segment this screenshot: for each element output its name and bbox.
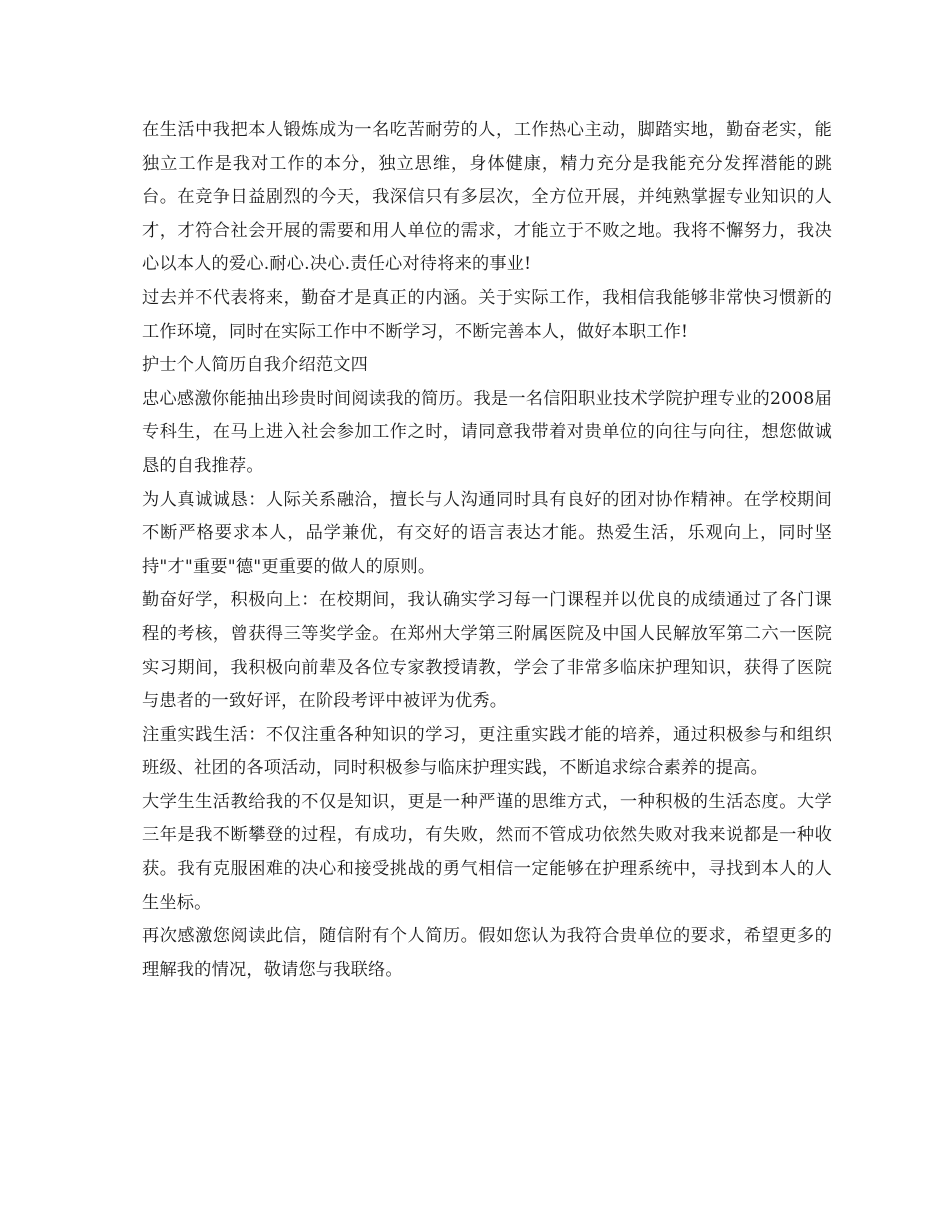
paragraph-thanks-intro: 忠心感激你能抽出珍贵时间阅读我的简历。我是一名信阳职业技术学院护理专业的2008届专科生，在马上进入社会参加工作之时，请同意我带着对贵单位的向往与向往，想您做诚恳的自我推荐。 [142,388,832,476]
paragraph-past-future: 过去并不代表将来，勤奋才是真正的内涵。关于实际工作，我相信我能够非常快习惯新的工作环境，同时在实际工作中不断学习，不断完善本人，做好本职工作! [142,287,832,342]
paragraph-sincerity: 为人真诚诚恳：人际关系融洽，擅长与人沟通同时具有良好的团对协作精神。在学校期间不断严格要求本人，品学兼优，有交好的语言表达才能。热爱生活，乐观向上，同时坚持"才"重要"德"更重要的做人的原则。 [142,489,832,577]
document-body [142,114,832,987]
paragraph-life-qualities: 在生活中我把本人锻炼成为一名吃苦耐劳的人，工作热心主动，脚踏实地，勤奋老实，能独立工作是我对工作的本分，独立思维，身体健康，精力充分是我能充分发挥潜能的跳台。在竞争日益剧烈的今天，我深信只有多层次，全方位开展，并纯熟掌握专业知识的人才，才符合社会开展的需要和用人单位的需求，才能立于不败之地。我将不懈努力，我决心以本人的爱心.耐心.决心.责任心对待将来的事业! [142,120,832,275]
paragraph-diligence: 勤奋好学，积极向上：在校期间，我认确实学习每一门课程并以优良的成绩通过了各门课程的考核，曾获得三等奖学金。在郑州大学第三附属医院及中国人民解放军第二六一医院实习期间，我积极向前辈及各位专家教授请教，学会了非常多临床护理知识，获得了医院与患者的一致好评，在阶段考评中被评为优秀。 [142,590,832,712]
paragraph-college-life: 大学生生活教给我的不仅是知识，更是一种严谨的思维方式，一种积极的生活态度。大学三年是我不断攀登的过程，有成功，有失败，然而不管成功依然失败对我来说都是一种收获。我有克服困难的决心和接受挑战的勇气相信一定能够在护理系统中，寻找到本人的人生坐标。 [142,791,832,913]
paragraph-closing: 再次感激您阅读此信，随信附有个人简历。假如您认为我符合贵单位的要求，希望更多的理解我的情况，敬请您与我联络。 [142,926,832,980]
section-heading: 护士个人简历自我介绍范文四 [142,355,369,376]
paragraph-practice: 注重实践生活：不仅注重各种知识的学习，更注重实践才能的培养，通过积极参与和组织班级、社团的各项活动，同时积极参与临床护理实践，不断追求综合素养的提高。 [142,724,832,779]
